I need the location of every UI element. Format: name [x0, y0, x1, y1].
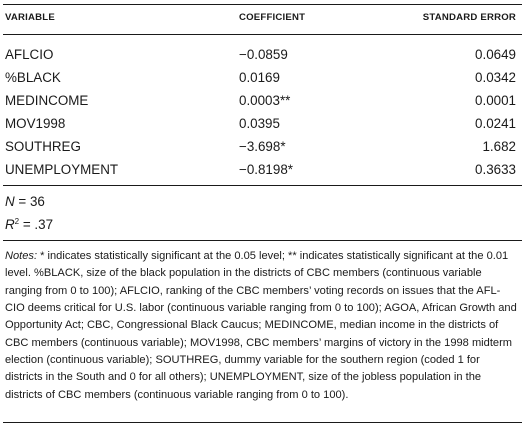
- notes-text: * indicates statistically significant at the 0.05 level; ** indicates statistically significant at the 0.01 level. %BLACK, size of the black population in the districts of CBC members (continuous variable ranging from 0 to 100); AFLCIO, ranking of the CBC members’ voting records on issues that the AFL-CIO deems critical for U.S. labor (continuous variable ranging from 0 to 100); AGOA, African Growth and Opportunity Act; CBC, Congressional Black Caucus; MEDINCOME, median income in the districts of CBC members (continuous variable); MOV1998, CBC members’ margins of victory in the 1998 midterm election (continuous variable); SOUTHREG, dummy variable for the southern region (coded 1 for districts in the South and 0 for all others); UNEMPLOYMENT, size of the jobless population in the districts of CBC members (continuous variable ranging from 0 to 100).: [5, 250, 517, 401]
- r2-label: R: [5, 217, 15, 232]
- variable-cell: SOUTHREG: [5, 139, 81, 154]
- variable-cell: %BLACK: [5, 70, 61, 85]
- n-statistic: [5, 194, 45, 210]
- std-error-cell: 0.0241: [475, 116, 516, 131]
- coefficient-cell: 0.0169: [239, 70, 280, 85]
- variable-cell: AFLCIO: [5, 47, 54, 62]
- r-squared-statistic: [5, 217, 53, 233]
- header-standard-error: STANDARD ERROR: [422, 12, 516, 23]
- stats-rule: [3, 240, 522, 241]
- coefficient-cell: 0.0003**: [239, 93, 291, 108]
- body-rule: [3, 185, 522, 186]
- std-error-cell: 1.682: [482, 139, 516, 154]
- coefficient-cell: −0.0859: [239, 47, 288, 62]
- coefficient-cell: 0.0395: [239, 116, 280, 131]
- header-variable: VARIABLE: [5, 12, 55, 23]
- top-rule: [3, 4, 522, 5]
- n-value: = 36: [18, 194, 45, 209]
- bottom-rule: [3, 422, 522, 423]
- n-label: N: [5, 194, 15, 209]
- variable-cell: MOV1998: [5, 116, 66, 131]
- notes-label: Notes:: [5, 250, 38, 262]
- variable-cell: UNEMPLOYMENT: [5, 162, 119, 177]
- std-error-cell: 0.0649: [475, 47, 516, 62]
- r2-value: = .37: [22, 217, 54, 232]
- variable-cell: MEDINCOME: [5, 93, 89, 108]
- std-error-cell: 0.0342: [475, 70, 516, 85]
- std-error-cell: 0.0001: [475, 93, 516, 108]
- coefficient-cell: −3.698*: [239, 139, 286, 154]
- std-error-cell: 0.3633: [475, 162, 516, 177]
- header-coefficient: COEFFICIENT: [239, 12, 306, 23]
- r2-superscript: 2: [14, 217, 20, 226]
- header-rule: [3, 34, 522, 35]
- table-notes: [5, 248, 519, 404]
- coefficient-cell: −0.8198*: [239, 162, 293, 177]
